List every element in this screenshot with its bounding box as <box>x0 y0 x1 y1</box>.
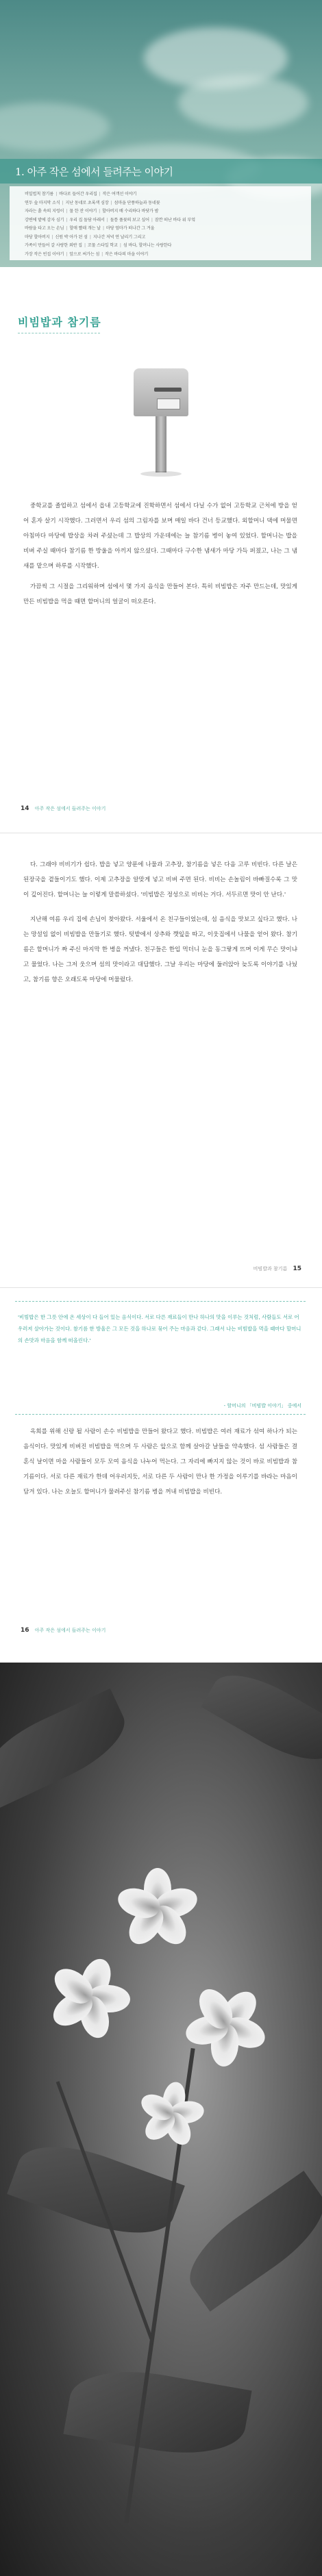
toc-item[interactable]: 지난 동네로 초록색 심장 <box>65 200 109 205</box>
toc-separator: | <box>99 192 101 197</box>
paragraph: 가끔씩 그 시절을 그리워하며 섬에서 몇 가지 음식을 만들어 본다. 특히 비빔밥은 자주 만드는데, 맛있게 만든 비빔밥을 먹을 때면 할머니의 얼굴이 떠오른다. <box>23 583 297 605</box>
section-heading: 비빔밥과 참기름 <box>18 316 101 329</box>
toc-item[interactable]: 꼬물 스타일 학교 <box>87 243 118 248</box>
paragraph: 다. 그래야 비비기가 쉽다. 밥을 넣고 양푼에 나물과 고추장, 참기름을 넣은 다음 고루 비빈다. 다른 날은 된장국을 곁들이기도 했다. 이제 고추장을 알맞게 넣고 비벼 주면 된다. 비비는 손놀림이 바빠질수록 그 맛이 깊어진다. 할머니는 늘 이렇게 말씀하셨다. '비빔밥은 정성으로 비비는 거다. 서두르면 맛이 안 난다.' <box>23 861 297 898</box>
page-number: 14 <box>21 805 29 812</box>
toc-row <box>25 242 171 248</box>
toc-row <box>25 225 154 231</box>
toc-item[interactable]: 물 한 잔 이야기 <box>69 209 97 214</box>
toc-separator: | <box>55 192 58 197</box>
toc-item[interactable]: 강변에 밭에 감자 심기 <box>25 217 64 223</box>
toc-item[interactable]: 마당 엄마가 떠나간 그 겨울 <box>106 226 155 231</box>
chapter-toc <box>10 186 311 260</box>
page-footer <box>21 805 106 812</box>
running-title: 아주 작은 섬에서 들려주는 이야기 <box>34 1628 106 1633</box>
running-title: 비빔밥과 참기름 <box>253 1266 288 1272</box>
page-14 <box>0 0 322 833</box>
toc-separator: | <box>102 226 104 231</box>
leaf-shape <box>175 2171 322 2312</box>
toc-row <box>25 199 160 205</box>
body-text-p14 <box>23 498 297 615</box>
mailbox-label <box>157 399 180 409</box>
toc-separator: | <box>51 234 53 240</box>
toc-item[interactable]: 신원 박 아가 된 섬 <box>55 234 88 240</box>
toc-separator: | <box>110 200 112 205</box>
chapter-title: 1. 아주 작은 섬에서 들려주는 이야기 <box>15 166 173 178</box>
leaf-shape <box>201 1663 322 1776</box>
toc-item[interactable]: 섬 바다, 할머니는 사랑한다 <box>123 243 172 248</box>
toc-separator: | <box>66 226 68 231</box>
toc-item[interactable]: 앞으로 써가는 섬 <box>69 251 100 257</box>
cloud-shape <box>0 103 110 151</box>
toc-item[interactable]: 바다로 들어간 우리집 <box>59 192 97 197</box>
toc-separator: | <box>66 209 68 214</box>
toc-item[interactable]: 비밀법칙 참기름 <box>25 192 54 197</box>
toc-item[interactable]: 마당 할아버지 <box>25 234 50 240</box>
toc-separator: | <box>151 217 153 223</box>
toc-separator: | <box>62 200 64 205</box>
toc-separator: | <box>119 243 121 248</box>
toc-item[interactable]: 할매 빨래 개는 날 <box>69 226 101 231</box>
page-divider <box>0 1287 322 1288</box>
quote-source: - 할머니의 「비빔밥 이야기」 중에서 <box>223 1403 301 1409</box>
section-underline <box>18 327 100 333</box>
toc-item[interactable]: 자라는 흙 속의 지렁이 <box>25 209 64 214</box>
flower <box>48 1957 130 2039</box>
toc-separator: | <box>66 251 68 257</box>
toc-item[interactable]: 바람을 타고 오는 손님 <box>25 226 64 231</box>
quote-text: '비빔밥은 한 그릇 안에 온 세상이 다 들어 있는 음식이다. 서로 다른 재료들이 만나 하나의 맛을 이루는 것처럼, 사람들도 서로 어우러져 살아가는 것이다. 참기름 한 방울은 그 모든 것을 하나로 묶어 주는 마음과 같다. 그래서 나는 비빔밥을 먹을 때마다 할머니의 손맛과 마음을 함께 떠올린다.' <box>18 1314 301 1343</box>
body-text-p15 <box>23 857 297 997</box>
toc-separator: | <box>101 251 103 257</box>
plumeria-flowers-photo <box>0 1663 322 2576</box>
toc-item[interactable]: 연두 숲 마지막 소식 <box>25 200 60 205</box>
toc-item[interactable]: 작은 여객선 이야기 <box>102 192 137 197</box>
toc-item[interactable]: 가장 작은 빈집 이야기 <box>25 251 64 257</box>
flower <box>138 2082 204 2147</box>
mailbox-head <box>134 368 188 416</box>
toc-row <box>25 207 158 214</box>
paragraph: 지난해 여름 우리 집에 손님이 찾아왔다. 서울에서 온 친구들이었는데, 섬 음식을 맛보고 싶다고 했다. 나는 망설임 없이 비빔밥을 만들기로 했다. 텃밭에서 상추와 깻잎을 따고, 이웃집에서 나물을 얻어 왔다. 참기름은 할머니가 짜 주신 마지막 한 병을 꺼냈다. 친구들은 한입 먹더니 눈을 동그랗게 뜨며 이게 무슨 맛이냐고 물었다. 나는 그저 웃으며 섬의 맛이라고 대답했다. 그날 우리는 마당에 둘러앉아 늦도록 이야기를 나눴고, 참기름 향은 오래도록 마당에 머물렀다. <box>23 916 297 983</box>
toc-separator: | <box>89 234 91 240</box>
leaf-shape <box>63 2360 251 2464</box>
toc-row <box>25 233 145 240</box>
toc-separator: | <box>99 209 101 214</box>
leaf-shape <box>0 1689 136 1808</box>
toc-item[interactable]: 가족이 만들어 갈 사랑한 외딴 집 <box>25 243 82 248</box>
toc-item[interactable]: 작은 바다의 마을 이야기 <box>105 251 149 257</box>
toc-item[interactable]: 할아버지 배 수리하다 바닷가 밤 <box>102 209 159 214</box>
toc-item[interactable]: 우리 집 돌담 아래서 <box>69 217 105 223</box>
page-number: 16 <box>21 1627 29 1634</box>
toc-item[interactable]: 지나간 저녁 연 날리기 그리고 <box>92 234 146 240</box>
toc-separator: | <box>66 217 68 223</box>
flower <box>185 1984 267 2067</box>
mailbox-pole <box>156 416 166 472</box>
cloud-shape <box>178 75 308 130</box>
running-title: 아주 작은 섬에서 들려주는 이야기 <box>34 806 106 811</box>
flower <box>116 1868 199 1950</box>
paragraph: 옥희를 위해 신랑 될 사람이 손수 비빔밥을 만들어 왔다고 했다. 비빔밥은 여러 재료가 섞여 하나가 되는 음식이다. 맛있게 비벼진 비빔밥을 먹으며 두 사람은 앞으로 함께 살아갈 날들을 약속했다. 섬 사람들은 결혼식 날이면 마을 사람들이 모두 모여 음식을 나누어 먹는다. 그 자리에 빠지지 않는 것이 바로 비빔밥과 참기름이다. 서로 다른 재료가 한데 어우러지듯, 서로 다른 두 사람이 만나 한 가정을 이루기를 바라는 마음이 담겨 있다. 나는 오늘도 할머니가 물려주신 참기름 병을 꺼내 비빔밥을 비빈다. <box>23 1428 297 1495</box>
page-number: 15 <box>293 1265 301 1272</box>
toc-item[interactable]: 섬마을 단풍하늘과 동네꽃 <box>114 200 160 205</box>
toc-separator: | <box>84 243 86 248</box>
paragraph: 중학교를 졸업하고 섬에서 읍내 고등학교에 진학하면서 섬에서 다닐 수가 없어 고등학교 근처에 방을 얻어 혼자 살기 시작했다. 그러면서 우리 섬의 그림자를 보며 매일 바다 건너 등교했다. 외할머니 댁에 머물면 아침마다 마당에 밥상을 차려 주셨는데 그 밥상의 가운데에는 늘 참기름 병이 놓여 있었다. 할머니는 밥을 비벼 주실 때마다 참기름 한 방울을 아끼지 않으셨다. 그때마다 구수한 냄새가 마당 가득 퍼졌고, 나는 그 냄새를 맡으며 하루를 시작했다. <box>23 503 297 570</box>
page-footer <box>21 1627 106 1634</box>
toc-item[interactable]: 돌틈 풀꽃의 보고 싶어 <box>110 217 149 223</box>
body-text-p16 <box>23 1424 297 1506</box>
mailbox-illustration <box>127 362 195 478</box>
toc-separator: | <box>106 217 108 223</box>
toc-row <box>25 216 195 223</box>
toc-item[interactable]: 잠깐 떠난 바다 위 부엌 <box>154 217 195 223</box>
toc-row <box>25 251 148 257</box>
page-footer <box>253 1265 301 1272</box>
mailbox-shadow <box>140 471 182 477</box>
mailbox-slot <box>154 388 182 392</box>
toc-row <box>25 190 136 197</box>
